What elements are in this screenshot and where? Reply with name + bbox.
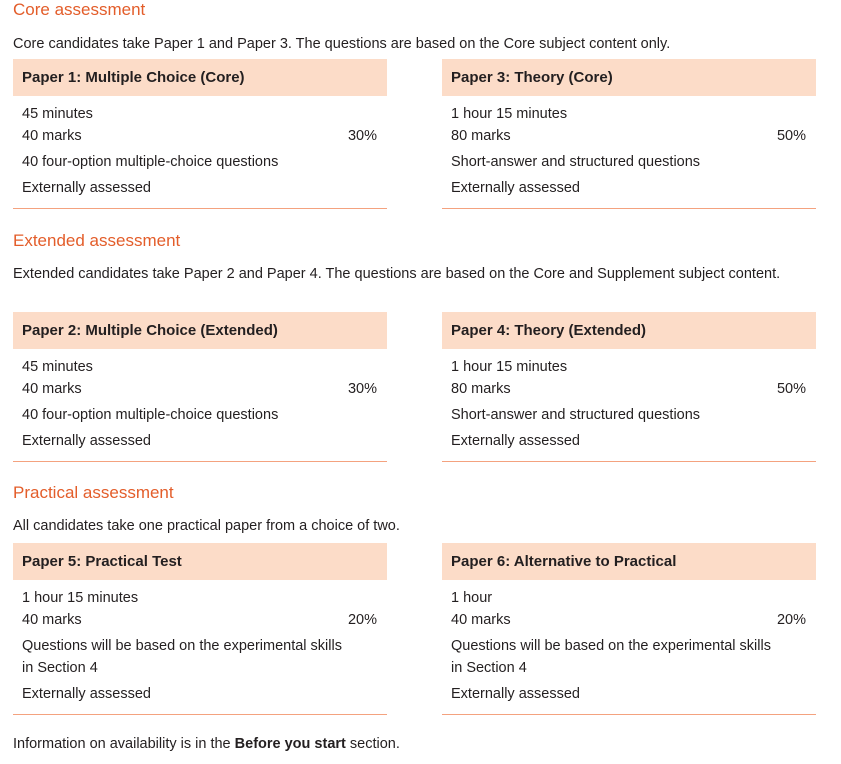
- paper-duration: 1 hour: [451, 590, 493, 606]
- paper-duration: 1 hour 15 minutes: [451, 106, 568, 122]
- section-intro-practical: All candidates take one practical paper from a choice of two.: [13, 518, 400, 534]
- section-title-practical: Practical assessment: [13, 483, 174, 502]
- paper-weighting: 30%: [347, 381, 377, 397]
- paper-duration: 1 hour 15 minutes: [22, 590, 139, 606]
- section-title-extended: Extended assessment: [13, 231, 181, 250]
- paper-marks: 40 marks: [22, 381, 82, 397]
- paper-5-card: [13, 543, 387, 715]
- paper-description-line: 40 four-option multiple-choice questions: [22, 154, 279, 170]
- paper-4-card: [442, 312, 816, 462]
- paper-title: Paper 6: Alternative to Practical: [442, 543, 816, 580]
- paper-1-card: [13, 59, 387, 209]
- paper-description-line: in Section 4: [22, 660, 98, 676]
- paper-title: Paper 2: Multiple Choice (Extended): [13, 312, 387, 349]
- paper-marks: 80 marks: [451, 128, 511, 144]
- paper-weighting: 20%: [776, 612, 806, 628]
- paper-assessment-type: Externally assessed: [22, 433, 151, 449]
- paper-weighting: 20%: [347, 612, 377, 628]
- paper-description-line: Short-answer and structured questions: [451, 154, 701, 170]
- paper-duration: 45 minutes: [22, 106, 93, 122]
- paper-marks: 40 marks: [451, 612, 511, 628]
- paper-description-line: Questions will be based on the experimental skills: [22, 638, 342, 654]
- paper-assessment-type: Externally assessed: [451, 433, 580, 449]
- footnote-text-after: section.: [345, 736, 400, 752]
- paper-weighting: 30%: [347, 128, 377, 144]
- paper-description-line: Questions will be based on the experimental skills: [451, 638, 771, 654]
- paper-description-line: 40 four-option multiple-choice questions: [22, 407, 279, 423]
- paper-title: Paper 4: Theory (Extended): [442, 312, 816, 349]
- paper-weighting: 50%: [776, 128, 806, 144]
- paper-marks: 80 marks: [451, 381, 511, 397]
- paper-duration: 45 minutes: [22, 359, 93, 375]
- paper-duration: 1 hour 15 minutes: [451, 359, 568, 375]
- paper-title: Paper 3: Theory (Core): [442, 59, 816, 96]
- paper-assessment-type: Externally assessed: [22, 180, 151, 196]
- paper-description-line: in Section 4: [451, 660, 527, 676]
- paper-6-card: [442, 543, 816, 715]
- paper-2-card: [13, 312, 387, 462]
- before-you-start-reference: Before you start: [234, 736, 346, 752]
- paper-title: Paper 1: Multiple Choice (Core): [13, 59, 387, 96]
- paper-marks: 40 marks: [22, 612, 82, 628]
- paper-description-line: Short-answer and structured questions: [451, 407, 701, 423]
- paper-assessment-type: Externally assessed: [451, 686, 580, 702]
- availability-note: [13, 733, 400, 755]
- paper-title: Paper 5: Practical Test: [13, 543, 387, 580]
- section-intro-core: Core candidates take Paper 1 and Paper 3. The questions are based on the Core subject content only.: [13, 36, 671, 52]
- paper-marks: 40 marks: [22, 128, 82, 144]
- footnote-text-before: Information on availability is in the: [13, 736, 235, 752]
- paper-weighting: 50%: [776, 381, 806, 397]
- section-title-core: Core assessment: [13, 0, 146, 19]
- paper-assessment-type: Externally assessed: [451, 180, 580, 196]
- section-intro-extended: Extended candidates take Paper 2 and Paper 4. The questions are based on the Core and Supplement subject content.: [13, 266, 781, 282]
- paper-3-card: [442, 59, 816, 209]
- paper-assessment-type: Externally assessed: [22, 686, 151, 702]
